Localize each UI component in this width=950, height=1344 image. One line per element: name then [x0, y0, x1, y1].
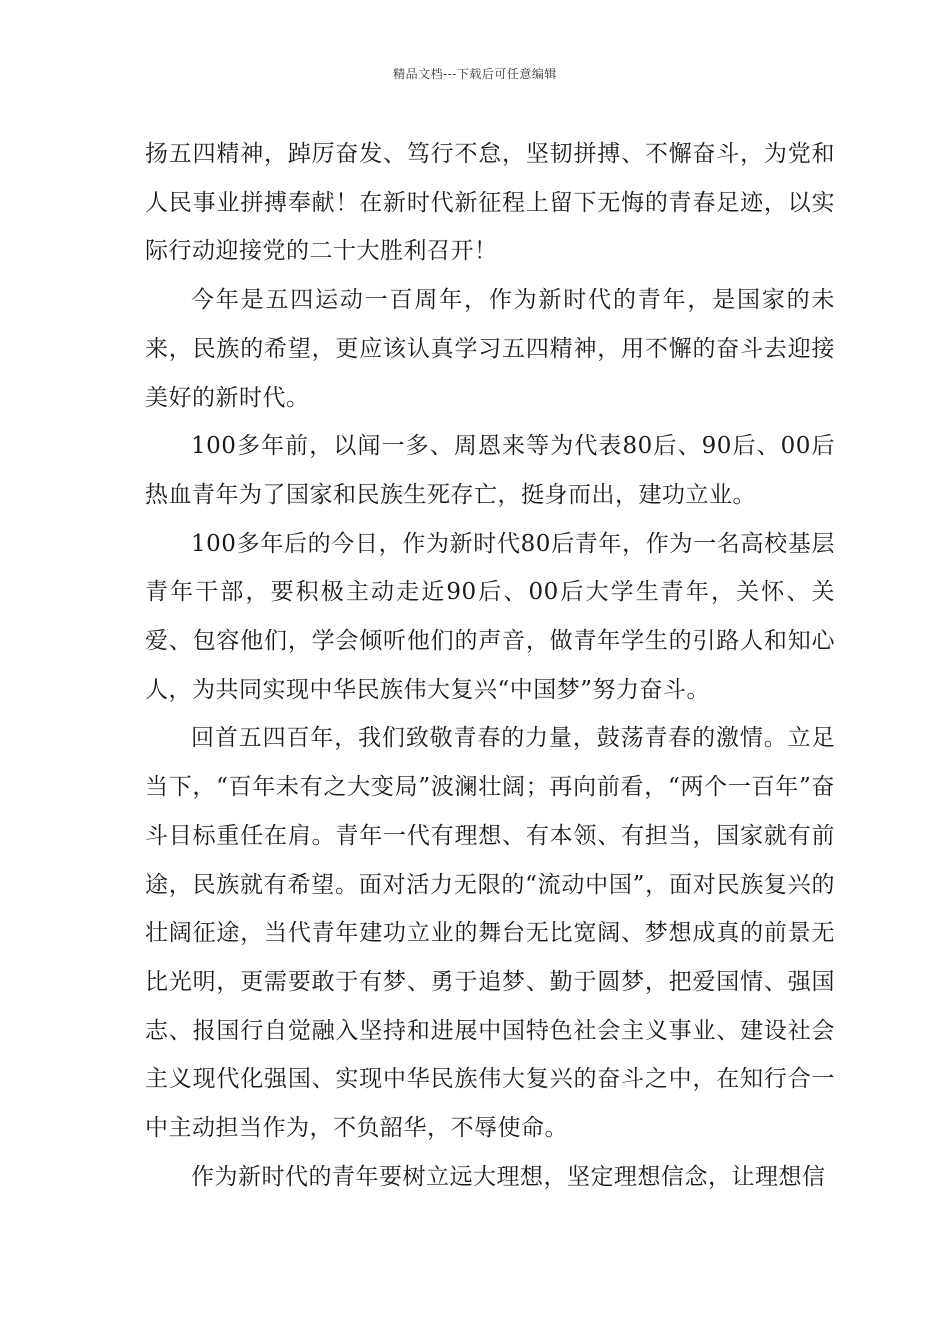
paragraph: 100多年前，以闻一多、周恩来等为代表80后、90后、00后热血青年为了国家和民族生死存亡，挺身而出，建功立业。 — [145, 433, 835, 508]
paragraph-continuation: 扬五四精神，踔厉奋发、笃行不怠，坚韧拼搏、不懈奋斗，为党和人民事业拼搏奉献！在新时代新征程上留下无悔的青春足迹，以实际行动迎接党的二十大胜利召开！ — [145, 141, 835, 265]
paragraph: 回首五四百年，我们致敬青春的力量，鼓荡青春的激情。立足当下，“百年未有之大变局”波澜壮阔；再向前看，“两个一百年”奋斗目标重任在肩。青年一代有理想、有本领、有担当，国家就有前途，民族就有希望。面对活力无限的“流动中国”，面对民族复兴的壮阔征途，当代青年建功立业的舞台无比宽阔、梦想成真的前景无比光明，更需要敢于有梦、勇于追梦、勤于圆梦，把爱国情、强国志、报国行自觉融入坚持和进展中国特色社会主义事业、建设社会主义现代化强国、实现中华民族伟大复兴的奋斗之中，在知行合一中主动担当作为，不负韶华，不辱使命。 — [145, 725, 835, 1142]
paragraph-truncated: 作为新时代的青年要树立远大理想，坚定理想信念，让理想信 — [191, 1163, 826, 1190]
document-body — [145, 130, 835, 1201]
paragraph: 今年是五四运动一百周年，作为新时代的青年，是国家的未来，民族的希望，更应该认真学习五四精神，用不懈的奋斗去迎接美好的新时代。 — [145, 287, 835, 411]
page-header-note: 精品文档---下载后可任意编辑 — [393, 67, 557, 81]
paragraph: 100多年后的今日，作为新时代80后青年，作为一名高校基层青年干部，要积极主动走近90后、00后大学生青年，关怀、关爱、包容他们，学会倾听他们的声音，做青年学生的引路人和知心人，为共同实现中华民族伟大复兴“中国梦”努力奋斗。 — [145, 530, 835, 703]
